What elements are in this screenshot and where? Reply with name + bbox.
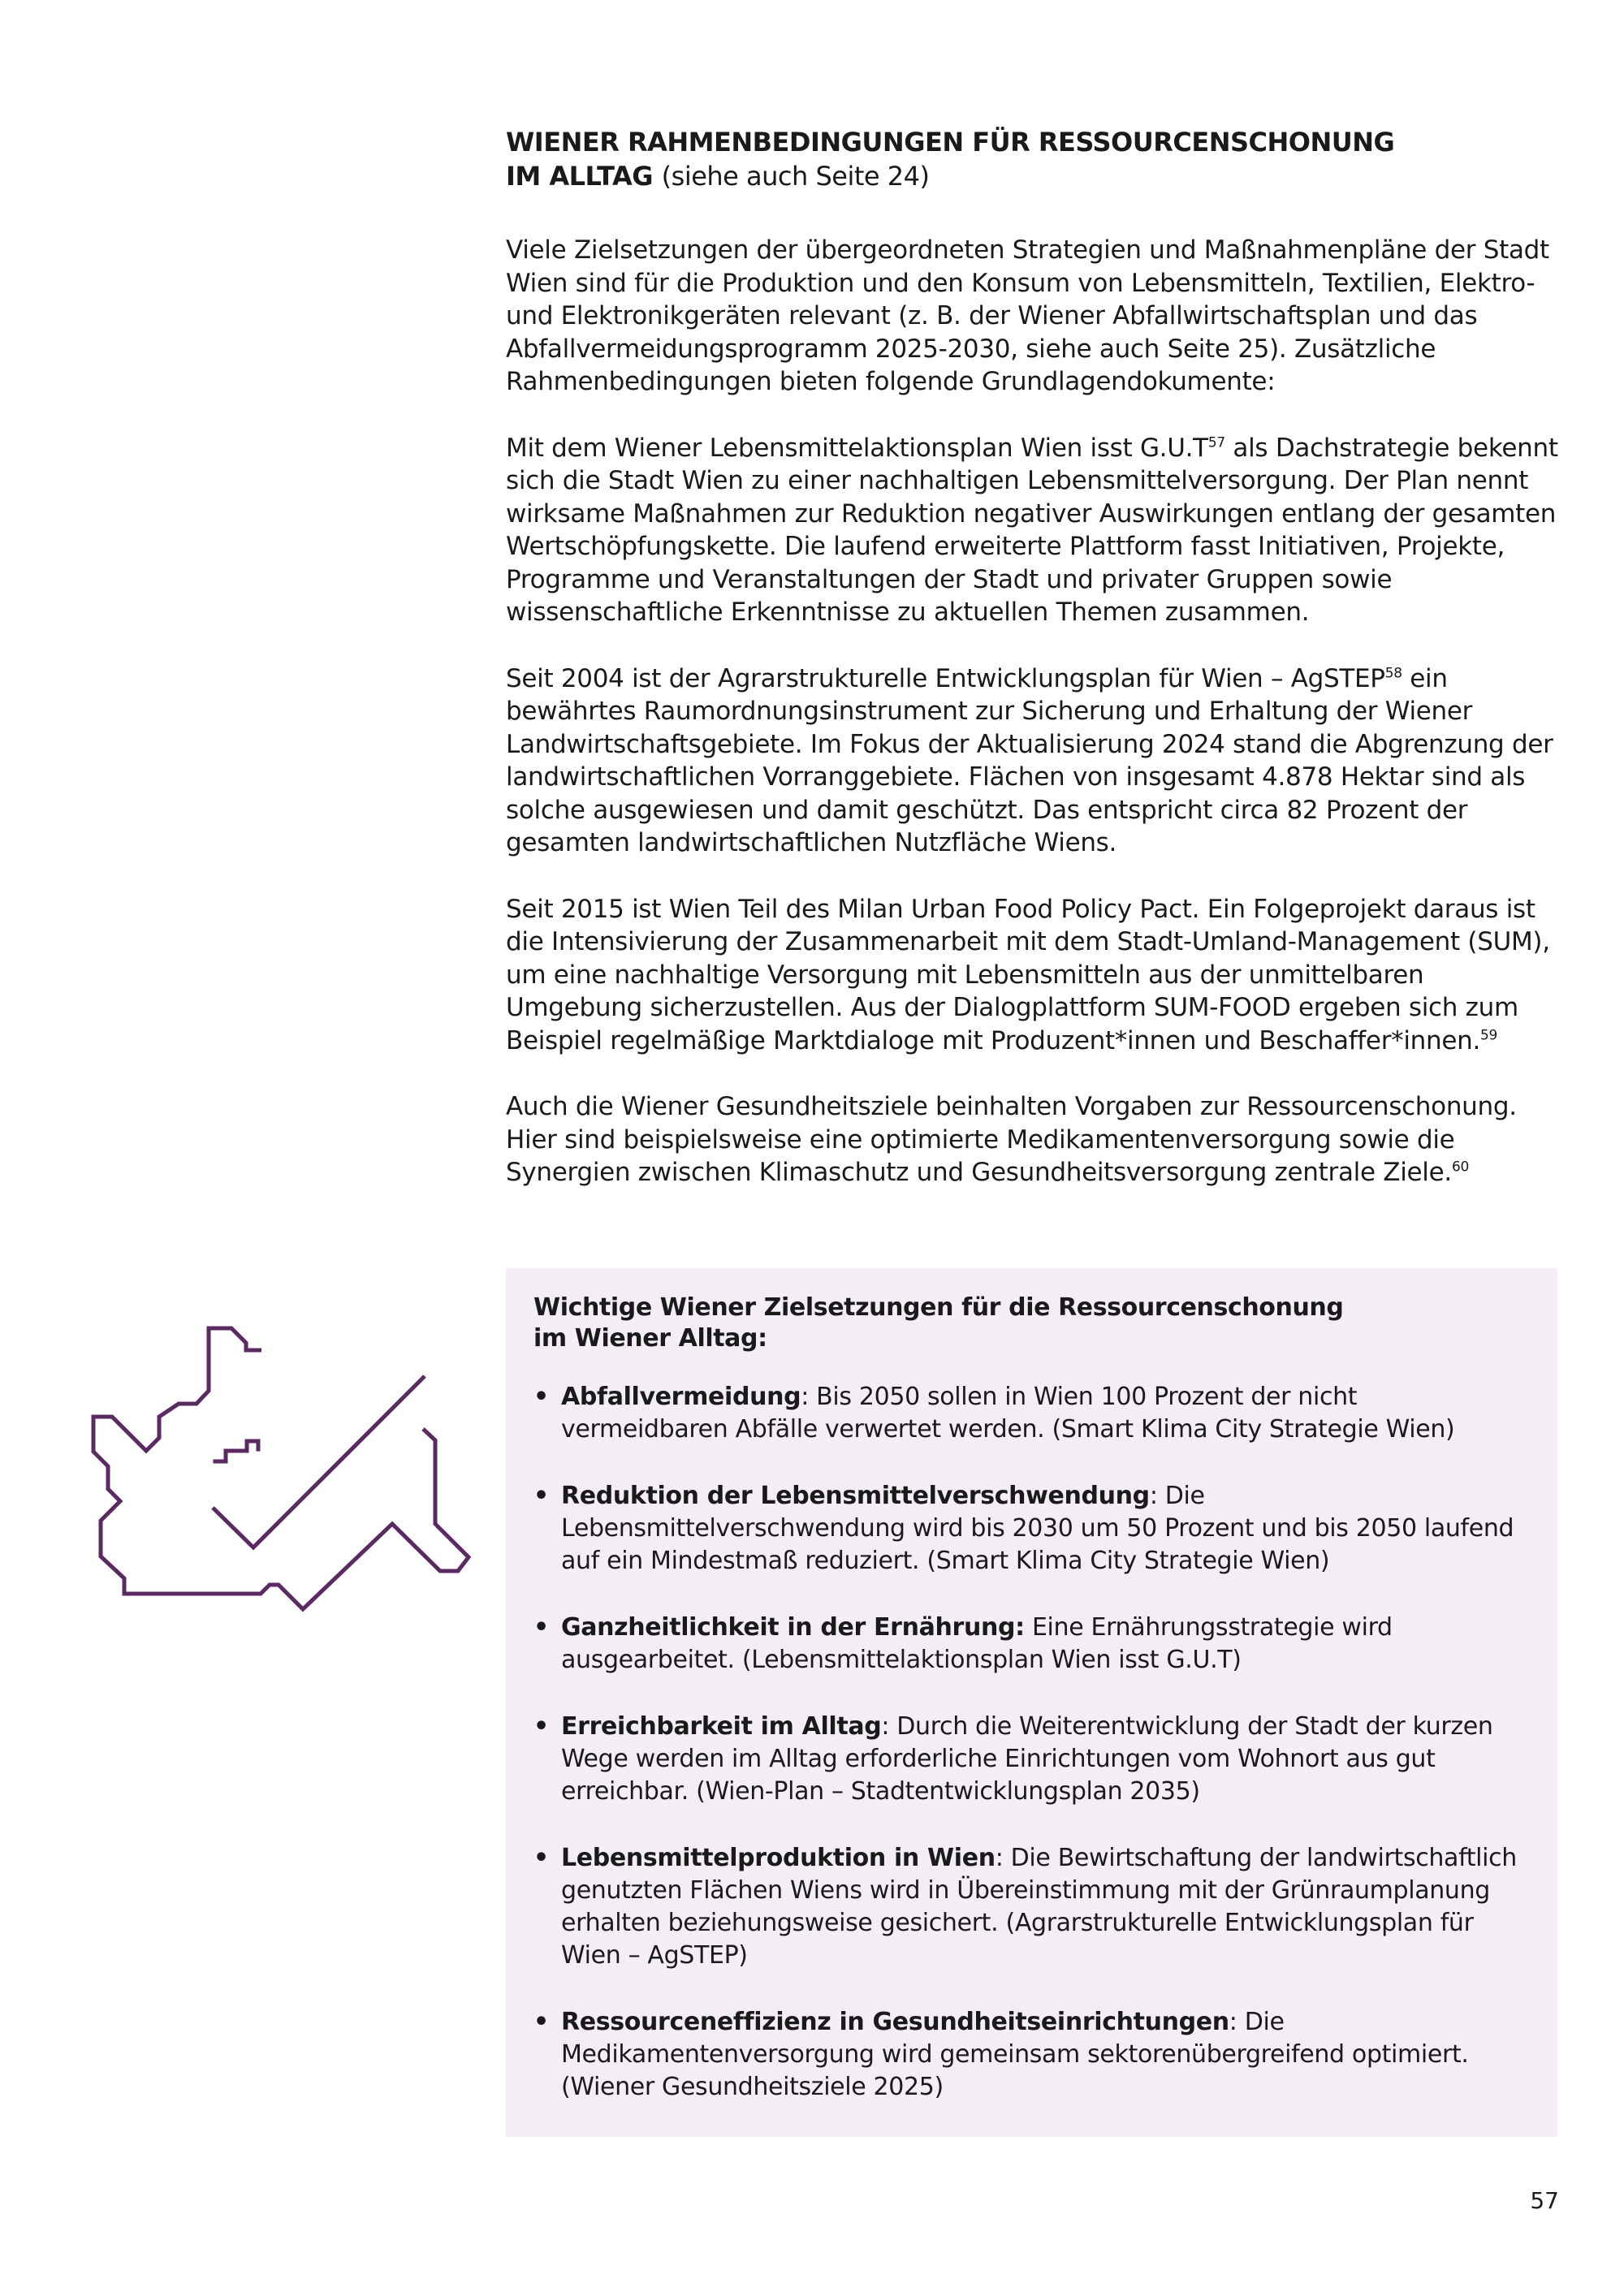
main-content <box>506 125 1561 1189</box>
goals-list <box>533 1381 1525 2104</box>
goal-item-waste-prevention: • Abfallvermeidung: Bis 2050 sollen in Wien 100 Prozent der nicht vermeidbaren Abfälle verwertet werden. (Smart Klima City Strategie Wien) <box>533 1383 1455 1444</box>
map-check-drawing <box>73 1262 479 1620</box>
goal-term: Ressourceneffizienz in Gesundheitseinrichtungen <box>561 2008 1229 2036</box>
heading-note: (siehe auch Seite 24) <box>661 161 930 192</box>
goal-term: Lebensmittelproduktion in Wien <box>561 1844 996 1872</box>
section-heading <box>506 125 1561 193</box>
goal-term: Abfallvermeidung <box>561 1383 801 1411</box>
goal-item-food-waste-reduction: • Reduktion der Lebensmittelverschwendung: Die Lebensmittelverschwendung wird bis 2030 um 50 Prozent und bis 2050 laufend auf ein Mindestmaß reduziert. (Smart Klima City Strategie Wien) <box>533 1482 1514 1575</box>
goal-text: Eine Ernährungsstrategie wird ausgearbeitet. (Lebensmittelaktionsplan Wien isst G.U.T) <box>561 1613 1393 1674</box>
goals-box-title: Wichtige Wiener Zielsetzungen für die Ressourcenschonung im Wiener Alltag: <box>533 1293 1344 1353</box>
goal-item-accessibility: • Erreichbarkeit im Alltag: Durch die Weiterentwicklung der Stadt der kurzen Wege werden im Alltag erforderliche Einrichtungen vom Wohnort aus gut erreichbar. (Wien-Plan – Stadtentwicklungsplan 2035) <box>533 1712 1493 1806</box>
bullet: • <box>533 1613 549 1642</box>
intro-paragraph: Viele Zielsetzungen der übergeordneten Strategien und Maßnahmenpläne der Stadt Wien sind für die Produktion und den Konsum von Lebensmitteln, Textilien, Elektro- und Elektronikgeräten relevant (z. B. der Wiener Abfallwirtschaftsplan und das Abfallvermeidungsprogramm 2025-2030, siehe auch Seite 25). Zusätzliche Rahmenbedingungen bieten folgende Grundlagendokumente: <box>506 235 1549 396</box>
goal-term: Reduktion der Lebensmittelverschwendung <box>561 1482 1150 1510</box>
page-number: 57 <box>1530 2187 1559 2214</box>
bullet: • <box>533 2008 549 2036</box>
heading-line-2: IM ALLTAG <box>506 161 654 192</box>
vienna-border-path <box>93 1328 469 1609</box>
paragraph-milan-pact: Seit 2015 ist Wien Teil des Milan Urban Food Policy Pact. Ein Folgeprojekt daraus ist die Intensivierung der Zusammenarbeit mit dem Stadt-Umland-Management (SUM), um eine nachhaltige Versorgung mit Lebensmitteln aus der unmittelbaren Umgebung sicherzustellen. Aus der Dialogplattform SUM-FOOD ergeben sich zum Beispiel regelmäßige Marktdialoge mit Produzent*innen und Beschaffer*innen.$^{59}$ <box>506 894 1550 1055</box>
goal-item-food-production: • Lebensmittelproduktion in Wien: Die Bewirtschaftung der landwirtschaftlich genutzten Flächen Wiens wird in Übereinstimmung mit der Grünraumplanung erhalten beziehungsweise gesichert. (Agrarstrukturelle Entwicklungsplan für Wien – AgSTEP) <box>533 1844 1517 1970</box>
heading-line-1: WIENER RAHMENBEDINGUNGEN FÜR RESSOURCENSCHONUNG <box>506 127 1395 158</box>
bullet: • <box>533 1482 549 1510</box>
bullet: • <box>533 1383 549 1411</box>
goal-item-healthcare-efficiency: • Ressourceneffizienz in Gesundheitseinrichtungen: Die Medikamentenversorgung wird gemeinsam sektorenübergreifend optimiert. (Wiener Gesundheitsziele 2025) <box>533 2008 1469 2101</box>
goal-term: Ganzheitlichkeit in der Ernährung: <box>561 1613 1025 1642</box>
goal-text: Die Medikamentenversorgung wird gemeinsam sektorenübergreifend optimiert. (Wiener Gesundheitsziele 2025) <box>561 2008 1469 2101</box>
footnote-ref-59: 59 <box>1480 1027 1498 1044</box>
goals-box <box>506 1268 1557 2137</box>
goal-text: Die Lebensmittelverschwendung wird bis 2030 um 50 Prozent und bis 2050 laufend auf ein Mindestmaß reduziert. (Smart Klima City Strategie Wien) <box>561 1482 1514 1575</box>
bullet: • <box>533 1712 549 1741</box>
footnote-ref-58: 58 <box>1384 665 1402 682</box>
goal-item-holistic-nutrition <box>533 1612 1525 1677</box>
footnote-ref-57: 57 <box>1207 434 1225 451</box>
footnote-ref-60: 60 <box>1451 1159 1469 1176</box>
goal-term: Erreichbarkeit im Alltag <box>561 1712 882 1741</box>
bullet: • <box>533 1844 549 1872</box>
paragraph-food-action-plan: Mit dem Wiener Lebensmittelaktionsplan Wien isst $G.U.T^{57}$ als Dachstrategie bekennt sich die Stadt Wien zu einer nachhaltigen Lebensmittelversorgung. Der Plan nennt wirksame Maßnahmen zur Reduktion negativer Auswirkungen entlang der gesamten Wertschöpfungskette. Die laufend erweiterte Plattform fasst Initiativen, Projekte, Programme und Veranstaltungen der Stadt und privater Gruppen sowie wissenschaftliche Erkenntnisse zu aktuellen Themen zusammen. <box>506 433 1558 627</box>
goal-text: Durch die Weiterentwicklung der Stadt der kurzen Wege werden im Alltag erforderliche Einrichtungen vom Wohnort aus gut erreichbar. (Wien-Plan – Stadtentwicklungsplan 2035) <box>561 1712 1493 1806</box>
paragraph-health-goals: Auch die Wiener Gesundheitsziele beinhalten Vorgaben zur Ressourcenschonung. Hier sind beispielsweise eine optimierte Medikamentenversorgung sowie die Synergien zwischen Klimaschutz und Gesundheitsversorgung zentrale Ziele.$^{60}$ <box>506 1092 1517 1187</box>
paragraph-agstep: Seit 2004 ist der Agrarstrukturelle Entwicklungsplan für Wien – AgSTEP$^{58}$ ein bewährtes Raumordnungsinstrument zur Sicherung und Erhaltung der Wiener Landwirtschaftsgebiete. Im Fokus der Aktualisierung 2024 stand die Abgrenzung der landwirtschaftlichen Vorranggebiete. Flächen von insgesamt 4.878 Hektar sind als solche ausgewiesen und damit geschützt. Das entspricht circa 82 Prozent der gesamten landwirtschaftlichen Nutzfläche Wiens. <box>506 663 1553 857</box>
goal-text: Bis 2050 sollen in Wien 100 Prozent der nicht vermeidbaren Abfälle verwertet werden. (Smart Klima City Strategie Wien) <box>561 1383 1455 1444</box>
goal-text: Die Bewirtschaftung der landwirtschaftlich genutzten Flächen Wiens wird in Übereinstimmung mit der Grünraumplanung erhalten beziehungsweise gesichert. (Agrarstrukturelle Entwicklungsplan für Wien – AgSTEP) <box>561 1844 1517 1970</box>
